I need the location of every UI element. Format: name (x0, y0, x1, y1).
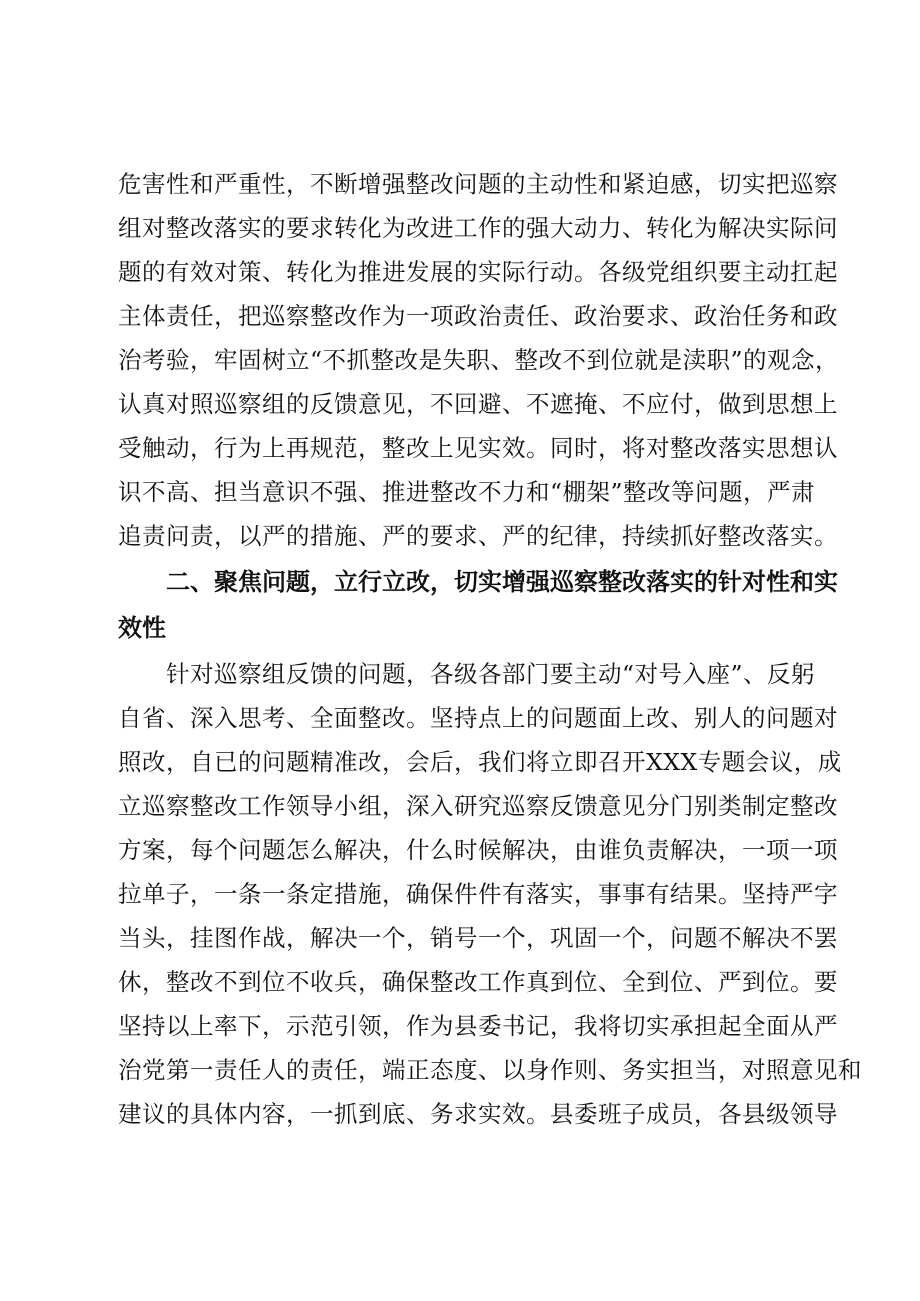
paragraph-line: 追责问责，以严的措施、严的要求、严的纪律，持续抓好整改落实。 (118, 522, 838, 550)
paragraph-line: 拉单子，一条一条定措施，确保件件有落实，事事有结果。坚持严字 (118, 880, 838, 908)
paragraph-line: 题的有效对策、转化为推进发展的实际行动。各级党组织要主动扛起 (118, 258, 838, 286)
paragraph-line: 坚持以上率下，示范引领，作为县委书记，我将切实承担起全面从严 (118, 1012, 838, 1040)
section-heading: 二、聚焦问题，立行立改，切实增强巡察整改落实的针对性和实 (166, 568, 838, 596)
paragraph-line: 识不高、担当意识不强、推进整改不力和“棚架”整改等问题，严肃 (118, 478, 816, 506)
paragraph-line: 立巡察整改工作领导小组，深入研究巡察反馈意见分门别类制定整改 (118, 792, 838, 820)
paragraph-line: 受触动，行为上再规范，整改上见实效。同时，将对整改落实思想认 (118, 434, 838, 462)
paragraph-line: 当头，挂图作战，解决一个，销号一个，巩固一个，问题不解决不罢 (118, 924, 838, 952)
paragraph-line: 组对整改落实的要求转化为改进工作的强大动力、转化为解决实际问 (118, 214, 838, 242)
paragraph-line: 主体责任，把巡察整改作为一项政治责任、政治要求、政治任务和政 (118, 302, 838, 330)
paragraph-line: 建议的具体内容，一抓到底、务求实效。县委班子成员，各县级领导 (118, 1100, 838, 1128)
paragraph-line: 休，整改不到位不收兵，确保整改工作真到位、全到位、严到位。要 (118, 968, 838, 996)
paragraph-line: 方案，每个问题怎么解决，什么时候解决，由谁负责解决，一项一项 (118, 836, 838, 864)
section-heading: 效性 (118, 614, 166, 642)
paragraph-line: 治党第一责任人的责任，端正态度、以身作则、务实担当，对照意见和 (118, 1056, 862, 1084)
paragraph-line: 照改，自已的问题精准改，会后，我们将立即召开XXX专题会议，成 (118, 748, 842, 776)
paragraph-line: 自省、深入思考、全面整改。坚持点上的问题面上改、别人的问题对 (118, 704, 838, 732)
paragraph-line: 治考验，牢固树立“不抓整改是失职、整改不到位就是渎职”的观念， (118, 346, 840, 374)
paragraph-line: 针对巡察组反馈的问题，各级各部门要主动“对号入座”、反躬 (166, 660, 816, 688)
paragraph-line: 认真对照巡察组的反馈意见，不回避、不遮掩、不应付，做到思想上 (118, 390, 838, 418)
paragraph-line: 危害性和严重性，不断增强整改问题的主动性和紧迫感，切实把巡察 (118, 170, 838, 198)
